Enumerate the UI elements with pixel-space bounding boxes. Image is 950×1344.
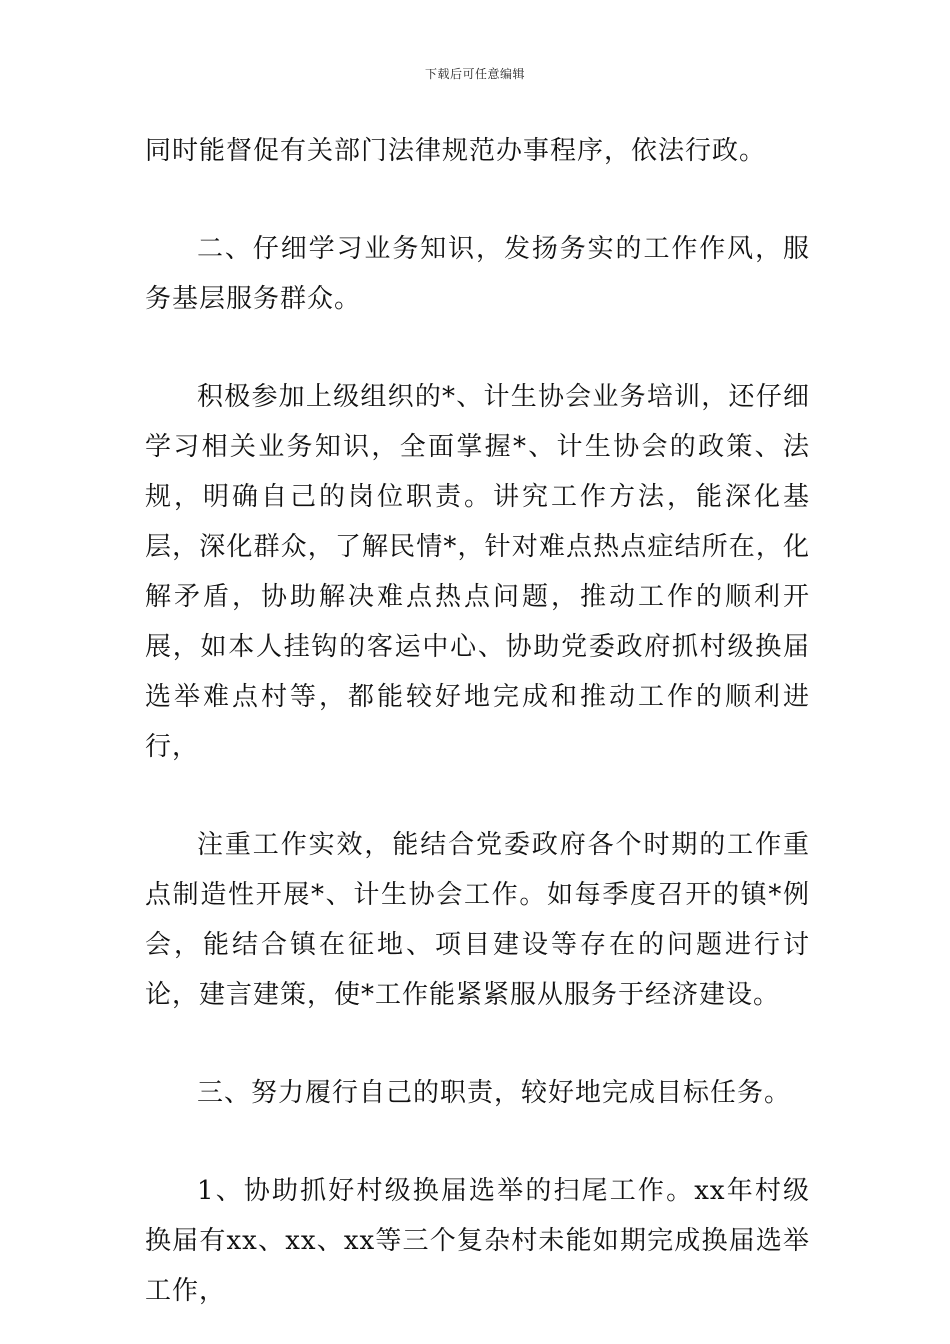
paragraph-gap xyxy=(145,1020,810,1068)
section-heading-two: 二、仔细学习业务知识，发扬务实的工作作风，服务基层服务群众。 xyxy=(145,234,810,314)
paragraph-effectiveness: 注重工作实效，能结合党委政府各个时期的工作重点制造性开展*、计生协会工作。如每季度召开的镇*例会，能结合镇在征地、项目建设等存在的问题进行讨论，建言建策，使*工作能紧紧服从服务于经济建设。 xyxy=(145,830,810,1010)
paragraph-gap xyxy=(145,324,810,372)
paragraph-election: 1、协助抓好村级换届选举的扫尾工作。xx年村级换届有xx、xx、xx等三个复杂村未能如期完成换届选举工作， xyxy=(145,1176,810,1306)
page-header-note: 下载后可任意编辑 xyxy=(424,67,525,81)
section-heading-three: 三、努力履行自己的职责，较好地完成目标任务。 xyxy=(197,1078,792,1108)
paragraph-gap xyxy=(145,1118,810,1166)
paragraph-training: 积极参加上级组织的*、计生协会业务培训，还仔细学习相关业务知识，全面掌握*、计生协会的政策、法规，明确自己的岗位职责。讲究工作方法，能深化基层，深化群众，了解民情*，针对难点热点症结所在，化解矛盾，协助解决难点热点问题，推动工作的顺利开展，如本人挂钩的客运中心、协助党委政府抓村级换届选举难点村等，都能较好地完成和推动工作的顺利进行， xyxy=(145,382,810,762)
paragraph-gap xyxy=(145,772,810,820)
document-body xyxy=(145,126,810,1316)
paragraph-continuation: 同时能督促有关部门法律规范办事程序，依法行政。 xyxy=(145,136,767,166)
paragraph-gap xyxy=(145,176,810,224)
